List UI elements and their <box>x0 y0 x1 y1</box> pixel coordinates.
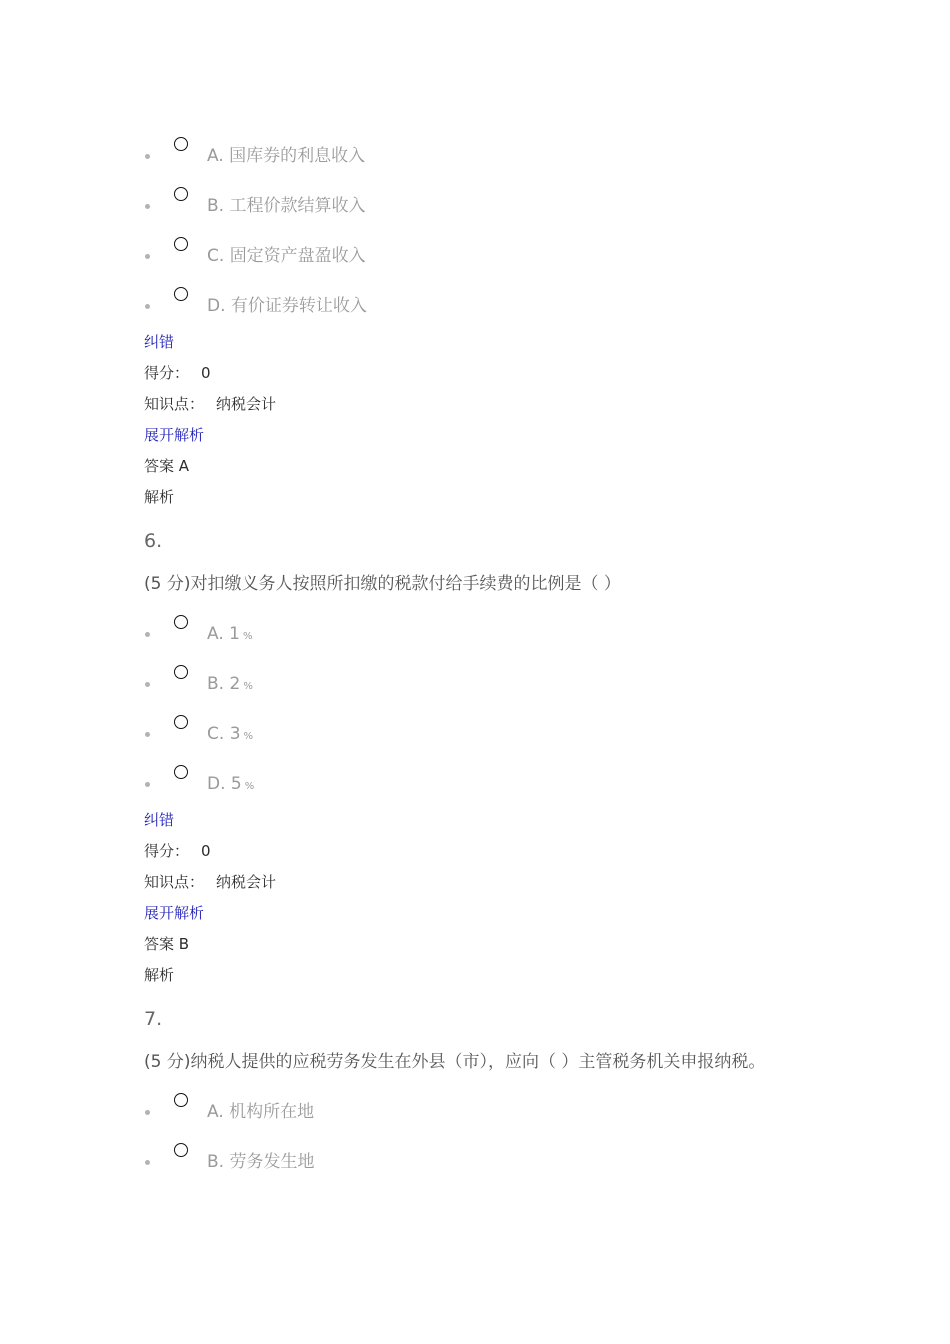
expand-analysis-link[interactable]: 展开解析 <box>144 426 205 444</box>
answer-value: B <box>178 935 190 953</box>
option-text: 3 <box>229 724 241 744</box>
option-text: 2 <box>229 674 241 694</box>
option-label <box>207 723 253 748</box>
score-row <box>144 841 211 861</box>
correction-link[interactable]: 纠错 <box>144 811 175 829</box>
radio-button[interactable] <box>174 765 188 779</box>
bullet-icon <box>145 154 150 159</box>
answer-value: A <box>178 457 190 475</box>
option-letter: C. <box>207 246 225 266</box>
option-text: 工程价款结算收入 <box>229 196 366 216</box>
knowledge-label: 知识点： <box>144 395 205 413</box>
option-letter: C. <box>207 724 225 744</box>
percent-sign: % <box>242 631 253 642</box>
bullet-icon <box>145 1110 150 1115</box>
score-value: 0 <box>201 842 211 860</box>
option-label <box>207 623 252 648</box>
option-letter: A. <box>207 1102 224 1122</box>
option-label <box>207 673 253 698</box>
radio-button[interactable] <box>174 665 188 679</box>
answer-row <box>144 456 189 476</box>
question-text: (5 分)对扣缴义务人按照所扣缴的税款付给手续费的比例是（ ） <box>144 574 621 594</box>
option-text: 国库券的利息收入 <box>229 146 366 166</box>
option-letter: D. <box>207 774 226 794</box>
option-label <box>207 295 367 317</box>
answer-row <box>144 934 189 954</box>
question-text: (5 分)纳税人提供的应税劳务发生在外县（市），应向（ ）主管税务机关申报纳税。 <box>144 1052 766 1072</box>
knowledge-row <box>144 872 276 892</box>
option-row[interactable] <box>0 184 950 224</box>
bullet-icon <box>145 732 150 737</box>
score-value: 0 <box>201 364 211 382</box>
option-row[interactable] <box>0 134 950 174</box>
bullet-icon <box>145 782 150 787</box>
analysis-text: 解析 <box>144 488 175 506</box>
option-row[interactable] <box>0 1090 950 1130</box>
option-row[interactable] <box>0 1140 950 1180</box>
option-label <box>207 145 365 167</box>
question-number: 6. <box>144 530 163 552</box>
bullet-icon <box>145 304 150 309</box>
option-text: 劳务发生地 <box>229 1152 315 1172</box>
percent-sign: % <box>243 731 254 742</box>
option-label <box>207 1151 314 1173</box>
percent-sign: % <box>243 681 253 692</box>
analysis-text: 解析 <box>144 966 175 984</box>
percent-sign: % <box>244 781 255 792</box>
option-label <box>207 245 366 267</box>
bullet-icon <box>145 682 150 687</box>
score-label: 得分： <box>144 842 190 860</box>
answer-label: 答案 <box>144 457 175 475</box>
analysis-label <box>144 965 174 985</box>
radio-button[interactable] <box>174 137 188 151</box>
option-letter: A. <box>207 146 224 166</box>
knowledge-label: 知识点： <box>144 873 205 891</box>
radio-button[interactable] <box>174 237 188 251</box>
option-text: 1 <box>229 624 240 644</box>
knowledge-row <box>144 394 276 414</box>
knowledge-value: 纳税会计 <box>216 395 277 413</box>
answer-label: 答案 <box>144 935 175 953</box>
option-text: 固定资产盘盈收入 <box>229 246 366 266</box>
expand-analysis-row <box>144 425 204 445</box>
option-letter: A. <box>207 624 224 644</box>
option-text: 有价证券转让收入 <box>230 296 367 316</box>
bullet-icon <box>145 632 150 637</box>
bullet-icon <box>145 204 150 209</box>
option-letter: D. <box>207 296 226 316</box>
option-label <box>207 1101 314 1123</box>
question-number: 7. <box>144 1008 163 1030</box>
radio-button[interactable] <box>174 187 188 201</box>
option-row[interactable] <box>0 612 950 652</box>
option-text: 5 <box>230 774 242 794</box>
option-row[interactable] <box>0 662 950 702</box>
option-letter: B. <box>207 1152 225 1172</box>
correction-link[interactable]: 纠错 <box>144 333 175 351</box>
option-row[interactable] <box>0 762 950 802</box>
option-letter: B. <box>207 674 225 694</box>
score-row <box>144 363 211 383</box>
radio-button[interactable] <box>174 1093 188 1107</box>
option-label <box>207 195 365 217</box>
option-row[interactable] <box>0 712 950 752</box>
radio-button[interactable] <box>174 615 188 629</box>
expand-analysis-row <box>144 903 204 923</box>
correction-link-row <box>144 332 174 352</box>
analysis-label <box>144 487 174 507</box>
radio-button[interactable] <box>174 715 188 729</box>
option-row[interactable] <box>0 234 950 274</box>
option-text: 机构所在地 <box>229 1102 315 1122</box>
knowledge-value: 纳税会计 <box>216 873 277 891</box>
expand-analysis-link[interactable]: 展开解析 <box>144 904 205 922</box>
radio-button[interactable] <box>174 1143 188 1157</box>
option-row[interactable] <box>0 284 950 324</box>
bullet-icon <box>145 254 150 259</box>
bullet-icon <box>145 1160 150 1165</box>
score-label: 得分： <box>144 364 190 382</box>
radio-button[interactable] <box>174 287 188 301</box>
option-letter: B. <box>207 196 225 216</box>
correction-link-row <box>144 810 174 830</box>
option-label <box>207 773 254 798</box>
